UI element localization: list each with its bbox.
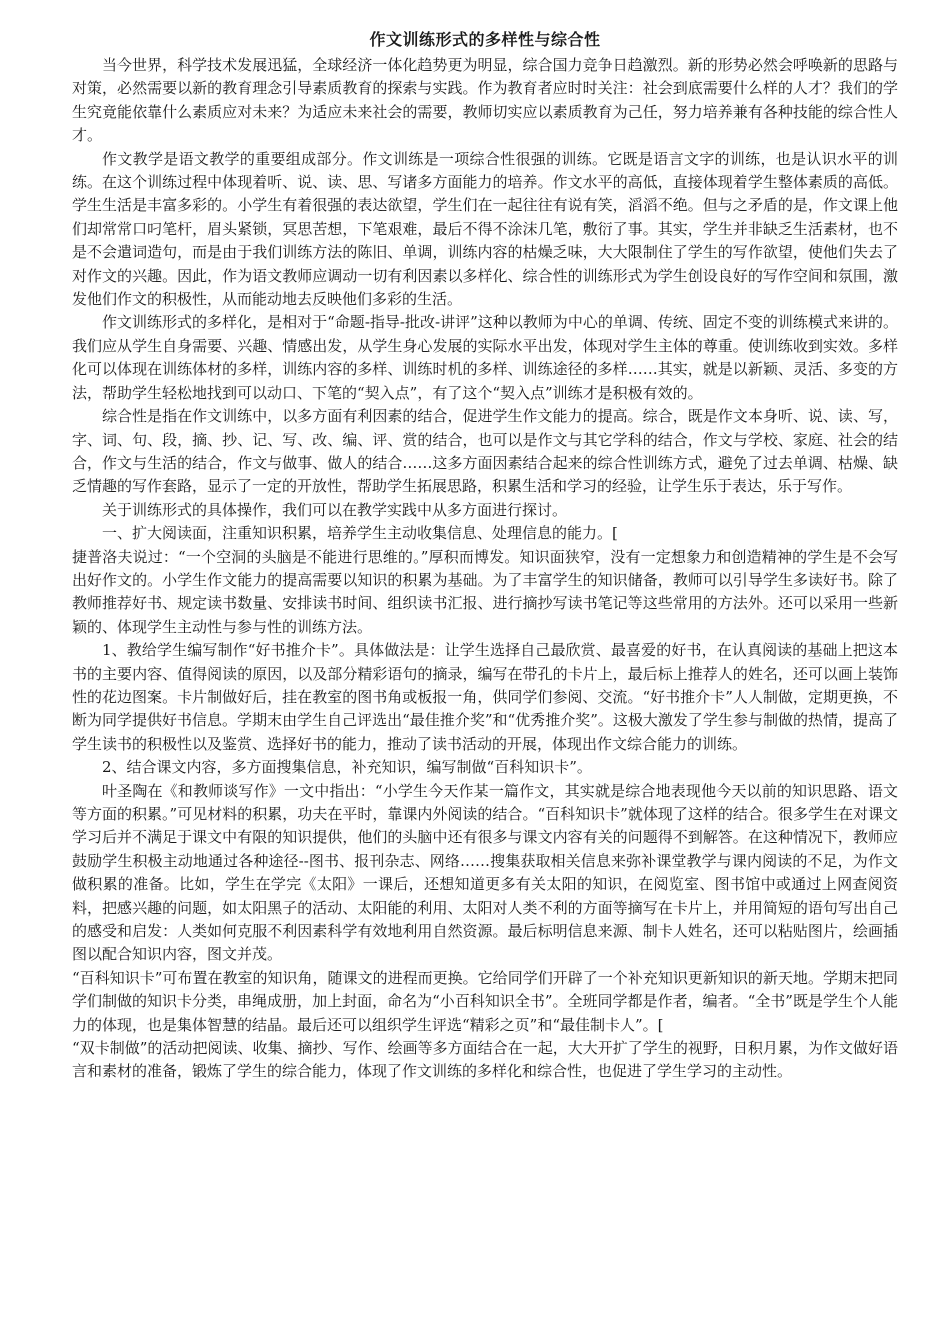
paragraph: 作文教学是语文教学的重要组成部分。作文训练是一项综合性很强的训练。它既是语言文字的训练，也是认识水平的训练。在这个训练过程中体现着听、说、读、思、写诸多方面能力的培养。作文水平的高低，直接体现着学生整体素质的高低。学生生活是丰富多彩的。小学生有着很强的表达欲望，学生们在一起往往有说有笑，滔滔不绝。但与之矛盾的是，作文课上他们却常常口叼笔杆，眉头紧锁，冥思苦想，下笔艰难，最后不得不涂沫几笔，敷衍了事。其实，学生并非缺乏生活素材，也不是不会遣词造句，而是由于我们训练方法的陈旧、单调，训练内容的枯燥乏味，大大限制住了学生的写作欲望，使他们失去了对作文的兴趣。因此，作为语文教师应调动一切有利因素以多样化、综合性的训练形式为学生创设良好的写作空间和氛围，激发他们作文的积极性，从而能动地去反映他们多彩的生活。 xyxy=(72,149,898,309)
paragraph: 2、结合课文内容，多方面搜集信息，补充知识，编写制做“百科知识卡”。 xyxy=(102,758,592,777)
paragraph: 捷普洛夫说过：“一个空洞的头脑是不能进行思维的。”厚积而博发。知识面狭窄，没有一定想象力和创造精神的学生是不会写出好作文的。小学生作文能力的提高需要以知识的积累为基础。为了丰富学生的知识储备，教师可以引导学生多读好书。除了教师推荐好书、规定读书数量、安排读书时间、组织读书汇报、进行摘抄写读书笔记等这些常用的方法外。还可以采用一些新颖的、体现学生主动性与参与性的训练方法。 xyxy=(72,547,898,636)
paragraph: “百科知识卡”可布置在教室的知识角，随课文的进程而更换。它给同学们开辟了一个补充知识更新知识的新天地。学期末把同学们制做的知识卡分类，串绳成册，加上封面，命名为“小百科知识全书”。全班同学都是作者，编者。“全书”既是学生个人能力的体现，也是集体智慧的结晶。最后还可以组织学生评选“精彩之页”和“最佳制卡人”。[ xyxy=(72,968,898,1034)
paragraph: 当今世界，科学技术发展迅猛，全球经济一体化趋势更为明显，综合国力竞争日趋激烈。新的形势必然会呼唤新的思路与对策，必然需要以新的教育理念引导素质教育的探索与实践。作为教育者应时时关注：社会到底需要什么样的人才？我们的学生究竟能依靠什么素质应对未来？为适应未来社会的需要，教师切实应以素质教育为己任，努力培养兼有各种技能的综合性人才。 xyxy=(72,56,898,145)
paragraph: 叶圣陶在《和教师谈写作》一文中指出：“小学生今天作某一篇作文，其实就是综合地表现他今天以前的知识思路、语文等方面的积累。”可见材料的积累，功夫在平时，靠课内外阅读的结合。“百科知识卡”就体现了这样的结合。很多学生在对课文学习后并不满足于课文中有限的知识提供，他们的头脑中还有很多与课文内容有关的问题得不到解答。在这种情况下，教师应鼓励学生积极主动地通过各种途径--图书、报刊杂志、网络……搜集获取相关信息来弥补课堂教学与课内阅读的不足，为作文做积累的准备。比如，学生在学完《太阳》一课后，还想知道更多有关太阳的知识，在阅览室、图书馆中或通过上网查阅资料，把感兴趣的问题，如太阳黑子的活动、太阳能的利用、太阳对人类不利的方面等摘写在卡片上，并用简短的语句写出自己的感受和启发：人类如何克服不利因素科学有效地利用自然资源。最后标明信息来源、制卡人姓名，还可以粘贴图片，绘画插图以配合知识内容，图文并茂。 xyxy=(72,781,898,964)
paragraph: 关于训练形式的具体操作，我们可以在教学实践中从多方面进行探讨。 xyxy=(102,500,568,519)
paragraph: “双卡制做”的活动把阅读、收集、摘抄、写作、绘画等多方面结合在一起，大大开扩了学生的视野，日积月累，为作文做好语言和素材的准备，锻炼了学生的综合能力，体现了作文训练的多样化和综合性，也促进了学生学习的主动性。 xyxy=(72,1039,898,1081)
paragraph: 一、扩大阅读面，注重知识积累，培养学生主动收集信息、处理信息的能力。[ xyxy=(102,524,618,543)
paragraph: 综合性是指在作文训练中，以多方面有利因素的结合，促进学生作文能力的提高。综合，既是作文本身听、说、读、写，字、词、句、段，摘、抄、记、写、改、编、评、赏的结合，也可以是作文与其它学科的结合，作文与学校、家庭、社会的结合，作文与生活的结合，作文与做事、做人的结合……这多方面因素结合起来的综合性训练方式，避免了过去单调、枯燥、缺乏情趣的写作套路，显示了一定的开放性，帮助学生拓展思路，积累生活和学习的经验，让学生乐于表达，乐于写作。 xyxy=(72,407,898,496)
document-page xyxy=(72,28,898,1084)
paragraph: 1、教给学生编写制作“好书推介卡”。具体做法是：让学生选择自己最欣赏、最喜爱的好书，在认真阅读的基础上把这本书的主要内容、值得阅读的原因，以及部分精彩语句的摘录，编写在带孔的卡片上，最后标上推荐人的姓名，还可以画上装饰性的花边图案。卡片制做好后，挂在教室的图书角或板报一角，供同学们参阅、交流。“好书推介卡”人人制做，定期更换，不断为同学提供好书信息。学期末由学生自己评选出“最佳推介奖”和“优秀推介奖”。这极大激发了学生参与制做的热情，提高了学生读书的积极性以及鉴赏、选择好书的能力，推动了读书活动的开展，体现出作文综合能力的训练。 xyxy=(72,641,898,753)
document-title: 作文训练形式的多样性与综合性 xyxy=(369,30,601,49)
paragraph: 作文训练形式的多样化，是相对于“命题-指导-批改-讲评”这种以教师为中心的单调、传统、固定不变的训练模式来讲的。我们应从学生自身需要、兴趣、情感出发，从学生身心发展的实际水平出发，体现对学生主体的尊重。使训练收到实效。多样化可以体现在训练体材的多样，训练内容的多样、训练时机的多样、训练途径的多样……其实，就是以新颖、灵活、多变的方法，帮助学生轻松地找到可以动口、下笔的“契入点”，有了这个“契入点”训练才是积极有效的。 xyxy=(72,313,898,402)
document-body xyxy=(72,54,898,1084)
